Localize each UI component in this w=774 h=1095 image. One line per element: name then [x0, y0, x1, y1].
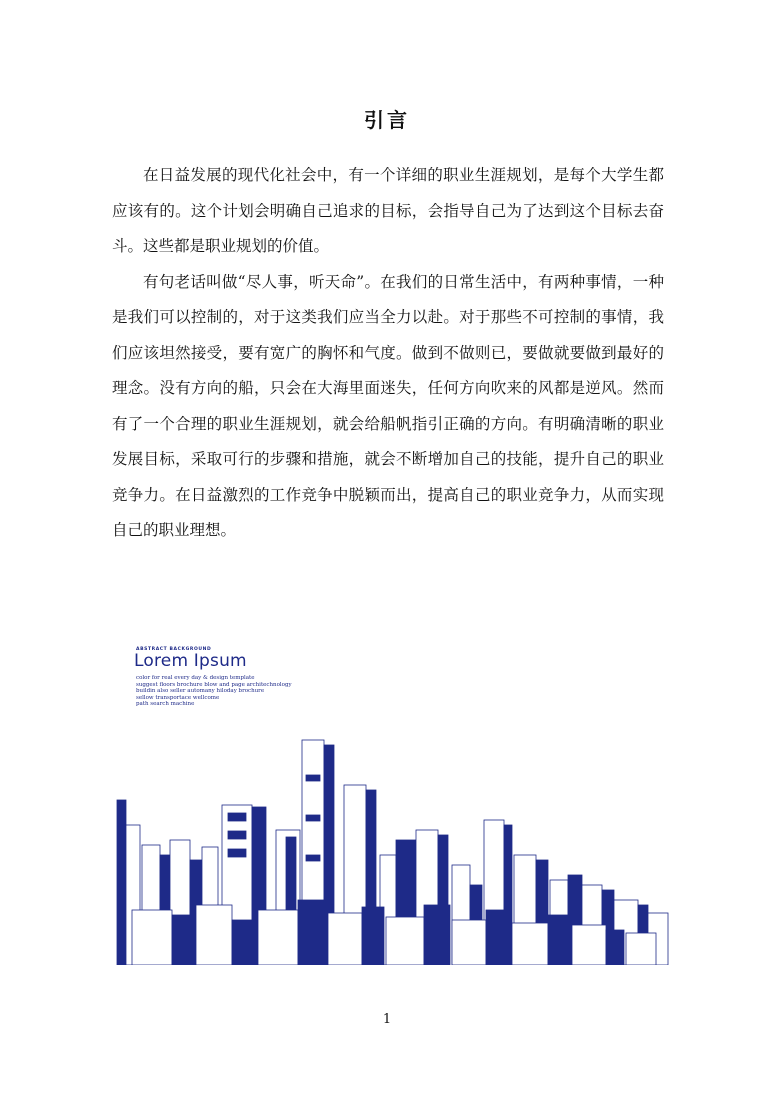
skyline-graphic: [112, 735, 672, 965]
illustration-line: suggest floors brochure blow and page architechnology: [136, 681, 292, 688]
illustration-heading: Lorem Ipsum: [134, 651, 247, 671]
illustration-line: sellow transportace wellcome: [136, 694, 220, 701]
paragraph-1: 在日益发展的现代化社会中，有一个详细的职业生涯规划，是每个大学生都应该有的。这个计划会明确自己追求的目标，会指导自己为了达到这个目标去奋斗。这些都是职业规划的价值。: [112, 166, 664, 255]
page-title: 引言: [364, 108, 410, 132]
illustration-line: color for real every day & design template: [136, 675, 255, 681]
paragraph-2: 有句老话叫做“尽人事，听天命”。在我们的日常生活中，有两种事情，一种是我们可以控制的，对于这类我们应当全力以赴。对于那些不可控制的事情，我们应该坦然接受，要有宽广的胸怀和气度。做到不做则已，要做就要做到最好的理念。没有方向的船，只会在大海里面迷失，任何方向吹来的风都是逆风。然而有了一个合理的职业生涯规划，就会给船帆指引正确的方向。有明确清晰的职业发展目标，采取可行的步骤和措施，就会不断增加自己的技能，提升自己的职业竞争力。在日益激烈的工作竞争中脱颖而出，提高自己的职业竞争力，从而实现自己的职业理想。: [112, 272, 664, 539]
city-skyline-illustration: [112, 640, 672, 965]
body-text: [112, 158, 664, 549]
illustration-eyebrow: ABSTRACT BACKGROUND: [136, 647, 212, 652]
illustration-text-lines: [136, 675, 292, 708]
illustration-line: buildin also seller automany hiloday brochure: [136, 688, 265, 694]
page-number: 1: [382, 1012, 392, 1027]
illustration-line: path search machine: [136, 701, 195, 707]
